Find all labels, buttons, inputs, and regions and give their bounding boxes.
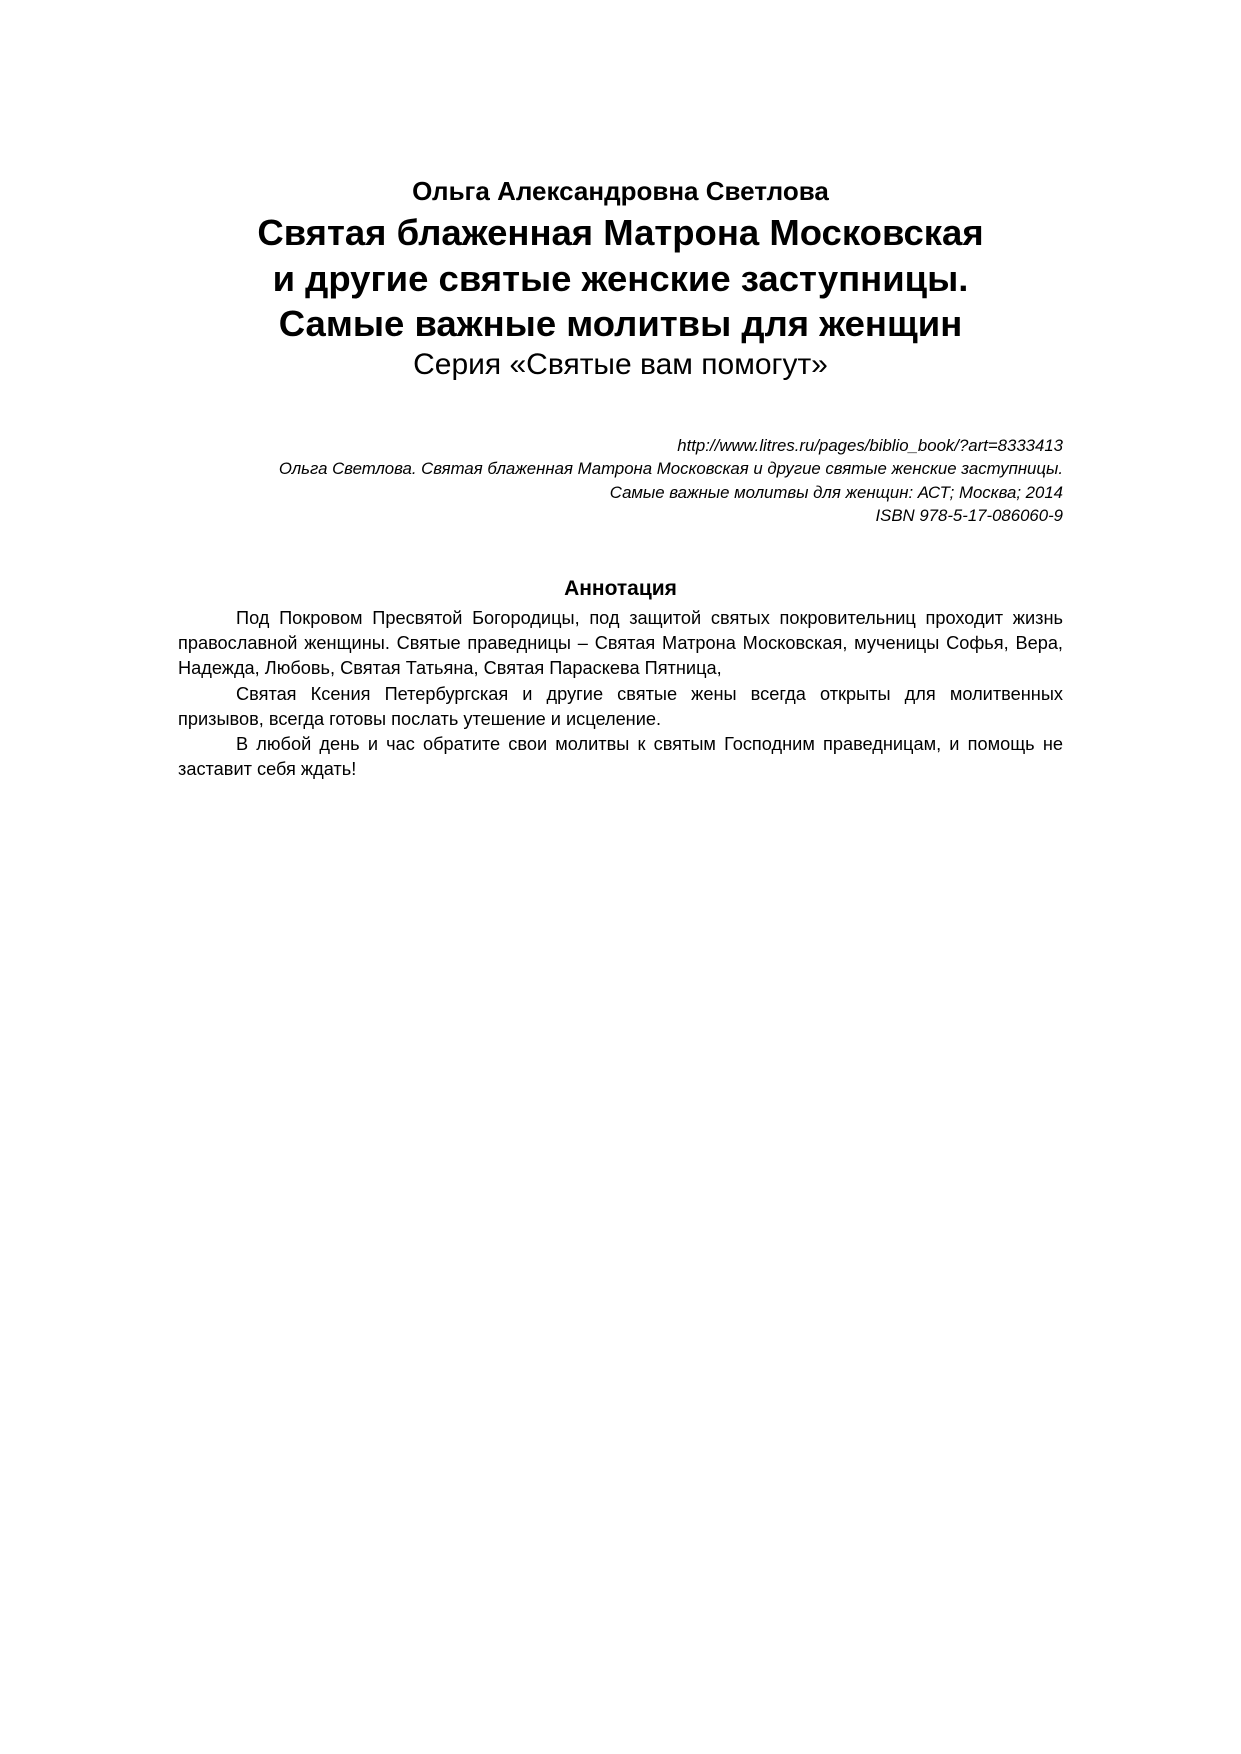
annotation-paragraph: Под Покровом Пресвятой Богородицы, под защитой святых покровительниц проходит жизнь православной женщины. Святые праведницы – Святая Матрона Московская, мученицы Софья, Вера, Надежда, Любовь, Святая Татьяна, Святая Параскева Пятница, xyxy=(178,608,1063,679)
bibliographic-info xyxy=(178,434,1063,528)
annotation-heading: Аннотация xyxy=(564,577,677,600)
annotation-body xyxy=(178,606,1063,782)
author-name: Ольга Александровна Светлова xyxy=(412,176,829,206)
title-line: и другие святые женские заступницы. xyxy=(272,257,969,299)
annotation-paragraph: В любой день и час обратите свои молитвы к святым Господним праведницам, и помощь не заставит себя ждать! xyxy=(178,734,1063,780)
title-line: Святая блаженная Матрона Московская xyxy=(257,212,984,253)
citation-line: Ольга Светлова. Святая блаженная Матрона Московская и другие святые женские заступницы. xyxy=(278,459,1063,479)
series-title: Серия «Святые вам помогут» xyxy=(413,348,828,381)
title-line: Самые важные молитвы для женщин xyxy=(278,303,963,344)
source-url[interactable]: http://www.litres.ru/pages/biblio_book/?art=8333413 xyxy=(677,436,1063,455)
annotation-paragraph: Святая Ксения Петербургская и другие святые жены всегда открыты для молитвенных призывов, всегда готовы послать утешение и исцеление. xyxy=(178,683,1063,729)
citation-line: Самые важные молитвы для женщин: АСТ; Москва; 2014 xyxy=(609,482,1063,502)
isbn: ISBN 978-5-17-086060-9 xyxy=(875,506,1063,526)
book-title xyxy=(178,210,1063,347)
